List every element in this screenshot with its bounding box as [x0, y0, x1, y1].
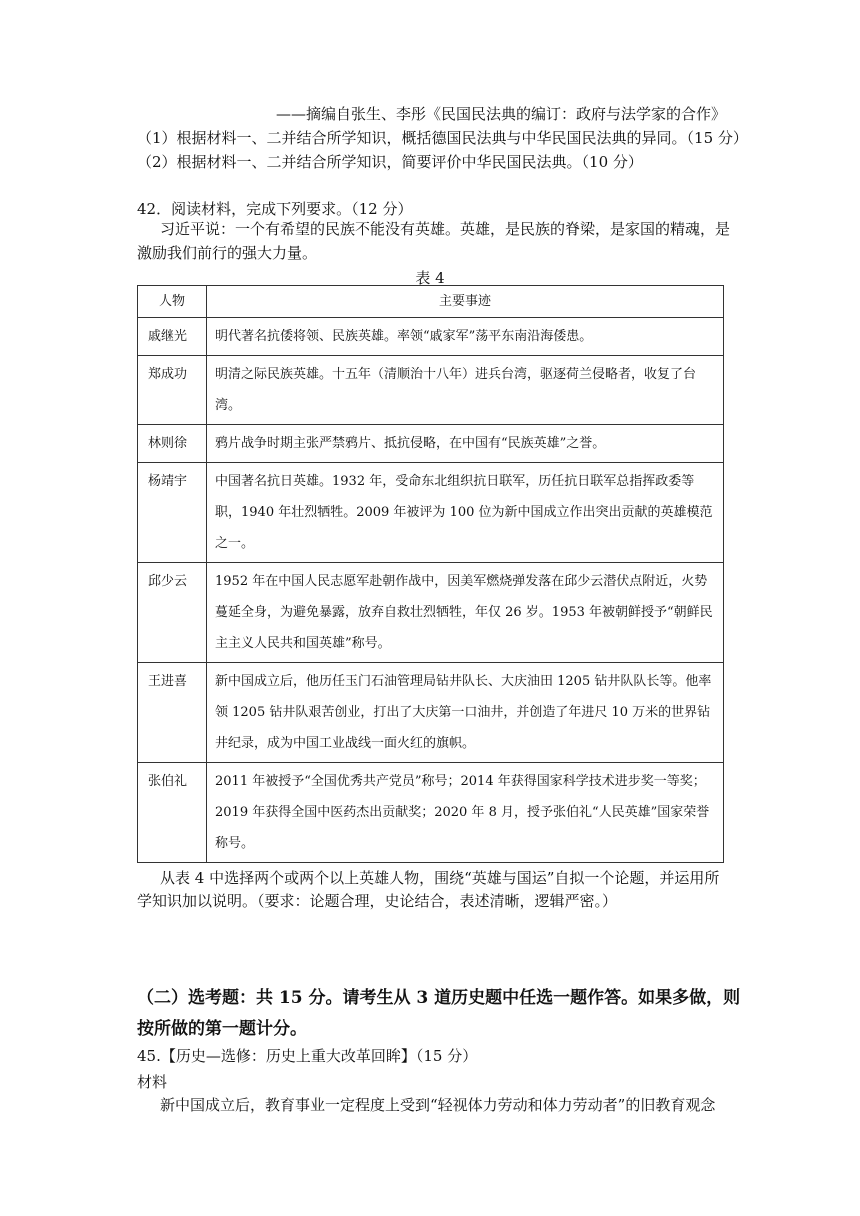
question-42-title: 42．阅读材料，完成下列要求。（12 分） — [137, 200, 413, 218]
question-41-part-2: （2）根据材料一、二并结合所学知识，简要评价中华民国民法典。（10 分） — [137, 153, 643, 171]
task-instruction-line-1: 从表 4 中选择两个或两个以上英雄人物，围绕“英雄与国运”自拟一个论题，并运用所 — [160, 869, 720, 887]
quote-line-1: 习近平说：一个有希望的民族不能没有英雄。英雄，是民族的脊梁，是家国的精魂，是 — [160, 220, 731, 238]
question-45-title: 45.【历史—选修：历史上重大改革回眸】（15 分） — [137, 1047, 478, 1065]
hero-deeds: 新中国成立后，他历任玉门石油管理局钻井队长、大庆油田 1205 钻井队队长等。他率领 1205 钻井队艰苦创业，打出了大庆第一口油井，并创造了年进尺 10 万米的世界钻井纪录，成为中国工业战线一面火红的旗帜。 — [207, 663, 724, 763]
hero-name: 戚继光 — [138, 318, 207, 356]
quote-line-2: 激励我们前行的强大力量。 — [137, 244, 318, 262]
hero-deeds: 2011 年被授予“全国优秀共产党员”称号；2014 年获得国家科学技术进步奖一等奖；2019 年获得全国中医药杰出贡献奖；2020 年 8 月，授予张伯礼“人民英雄”国家荣誉称号。 — [207, 763, 724, 863]
hero-deeds: 鸦片战争时期主张严禁鸦片、抵抗侵略，在中国有“民族英雄”之誉。 — [207, 425, 724, 463]
hero-deeds: 中国著名抗日英雄。1932 年，受命东北组织抗日联军，历任抗日联军总指挥政委等职，1940 年壮烈牺牲。2009 年被评为 100 位为新中国成立作出突出贡献的英雄模范之一。 — [207, 463, 724, 563]
hero-deeds: 明代著名抗倭将领、民族英雄。率领“戚家军”荡平东南沿海倭患。 — [207, 318, 724, 356]
table-row — [138, 763, 724, 863]
table-row — [138, 463, 724, 563]
table-row — [138, 663, 724, 763]
table-row — [138, 563, 724, 663]
table-row — [138, 318, 724, 356]
hero-name: 林则徐 — [138, 425, 207, 463]
hero-deeds: 明清之际民族英雄。十五年（清顺治十八年）进兵台湾，驱逐荷兰侵略者，收复了台湾。 — [207, 356, 724, 425]
hero-name: 郑成功 — [138, 356, 207, 425]
hero-name: 张伯礼 — [138, 763, 207, 863]
task-instruction-line-2: 学知识加以说明。（要求：论题合理，史论结合，表述清晰，逻辑严密。） — [137, 892, 618, 910]
hero-name: 杨靖宇 — [138, 463, 207, 563]
section-heading-line-2: 按所做的第一题计分。 — [137, 1019, 307, 1039]
table-row — [138, 356, 724, 425]
source-citation: ——摘编自张生、李彤《民国民法典的编订：政府与法学家的合作》 — [276, 105, 727, 123]
material-label: 材料 — [137, 1073, 168, 1091]
hero-name: 邱少云 — [138, 563, 207, 663]
hero-deeds: 1952 年在中国人民志愿军赴朝作战中，因美军燃烧弹发落在邱少云潜伏点附近，火势蔓延全身，为避免暴露，放弃自救壮烈牺牲，年仅 26 岁。1953 年被朝鲜授予“朝鲜民主主义人民共和国英雄”称号。 — [207, 563, 724, 663]
table-caption: 表 4 — [415, 269, 445, 287]
heroes-table — [137, 285, 724, 863]
header-deeds: 主要事迹 — [207, 286, 724, 318]
material-text: 新中国成立后，教育事业一定程度上受到“轻视体力劳动和体力劳动者”的旧教育观念 — [160, 1096, 716, 1114]
header-person: 人物 — [138, 286, 207, 318]
hero-name: 王进喜 — [138, 663, 207, 763]
table-row — [138, 425, 724, 463]
table-header-row — [138, 286, 724, 318]
section-heading-line-1: （二）选考题：共 15 分。请考生从 3 道历史题中任选一题作答。如果多做，则 — [137, 988, 741, 1008]
question-41-part-1: （1）根据材料一、二并结合所学知识，概括德国民法典与中华民国民法典的异同。（15 分） — [137, 129, 748, 147]
